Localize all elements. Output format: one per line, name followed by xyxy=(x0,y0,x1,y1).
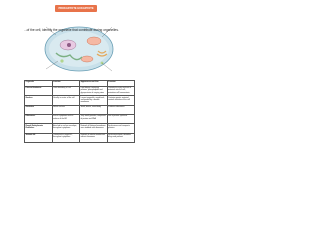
column-header: Function xyxy=(107,81,135,87)
column-header: Organelle xyxy=(25,81,53,87)
vesicle-shape-2 xyxy=(101,62,104,65)
column-header: Appearance and Size xyxy=(80,81,108,87)
location-cell: Usually in center of the cell xyxy=(52,96,80,105)
table-row xyxy=(25,86,135,95)
table-row xyxy=(25,114,135,123)
location-cell: Free in cytoplasm and on surface of the ER xyxy=(52,114,80,123)
nucleolus-shape xyxy=(67,43,71,47)
table-row xyxy=(25,133,135,142)
organelle-cell: Plasma Membrane xyxy=(25,86,53,95)
column-header: Location xyxy=(52,81,80,87)
instructions-text: ...of the cell, identify the organelle that contribute during organelles. xyxy=(24,28,119,32)
function-cell: Site of protein synthesis xyxy=(107,114,135,123)
location-cell: Connected to rough ER, throughout cytoplasm xyxy=(52,133,80,142)
function-cell: Controls the entry and exit of materials into the cell; maintains cell homeostasis xyxy=(107,86,135,95)
mitochondrion-shape-2 xyxy=(81,56,93,62)
organelle-cell: Rough Endoplasmic Reticulum xyxy=(25,124,53,133)
label-line-4 xyxy=(102,63,112,71)
appearance-cell: Network of tubular membranes without ribosomes xyxy=(80,133,108,142)
cytoplasm-shape xyxy=(49,31,109,67)
organelle-cell: Smooth ER xyxy=(25,133,53,142)
organelle-cell: Nucleus xyxy=(25,96,53,105)
appearance-cell: Network of flattened membrane sacs studded with ribosomes xyxy=(80,124,108,133)
vesicle-shape xyxy=(60,59,63,62)
function-cell: Produces ribosomes xyxy=(107,105,135,114)
organelle-cell: Ribosomes xyxy=(25,114,53,123)
appearance-cell: Lipid bilayer containing proteins, phospholipids and glycoproteins of varying sizes xyxy=(80,86,108,95)
appearance-cell: Largest organelle, round/oval; surrounded by a double membrane xyxy=(80,96,108,105)
location-cell: Outer boundary of cell xyxy=(52,86,80,95)
appearance-cell: Very small granules; composed of protein and RNA xyxy=(80,114,108,123)
title-banner: PROKARYOTE EUKARYOTE xyxy=(55,5,97,12)
table-row xyxy=(25,96,135,105)
function-cell: Synthesizes and transports proteins xyxy=(107,124,135,133)
function-cell: Contains genetic material; controls activities of the cell xyxy=(107,96,135,105)
location-cell: Within nucleus xyxy=(52,105,80,114)
function-cell: Synthesizes lipids; detoxifies drugs and poisons xyxy=(107,133,135,142)
organelle-cell: Nucleolus xyxy=(25,105,53,114)
location-cell: Attached to nuclear envelope, throughout cytoplasm xyxy=(52,124,80,133)
appearance-cell: Small, dense, round body xyxy=(80,105,108,114)
table-row xyxy=(25,124,135,133)
table-row xyxy=(25,105,135,114)
mitochondrion-shape xyxy=(87,37,101,45)
organelle-table xyxy=(24,80,135,143)
